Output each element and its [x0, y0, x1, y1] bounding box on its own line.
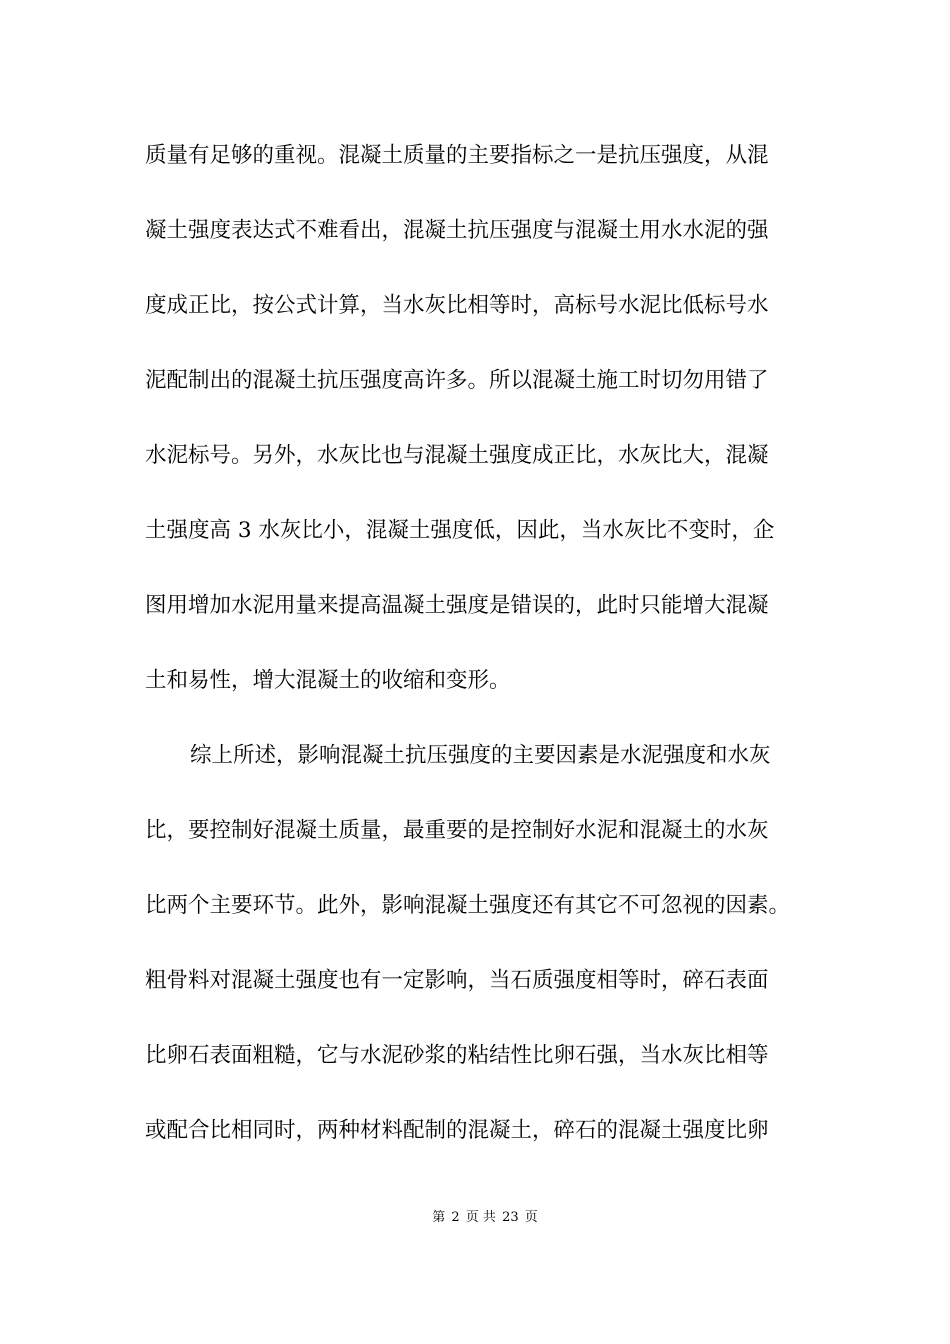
- body-line-1: 质量有足够的重视。混凝土质量的主要指标之一是抗压强度，从混: [145, 143, 769, 168]
- body-line-14: 或配合比相同时，两种材料配制的混凝土，碎石的混凝土强度比卵: [145, 1118, 769, 1143]
- footer-total-pages: 23: [502, 1210, 519, 1225]
- footer-page-number: 2: [451, 1210, 460, 1225]
- footer-middle: 页 共: [465, 1210, 496, 1225]
- body-line-6: 土强度高 3 水灰比小，混凝土强度低，因此，当水灰比不变时，企: [145, 518, 775, 543]
- body-line-11: 比两个主要环节。此外，影响混凝土强度还有其它不可忽视的因素。: [145, 893, 791, 918]
- body-line-5: 水泥标号。另外，水灰比也与混凝土强度成正比，水灰比大，混凝: [145, 443, 769, 468]
- body-line-7: 图用增加水泥用量来提高温凝土强度是错误的，此时只能增大混凝: [145, 593, 769, 618]
- body-line-13: 比卵石表面粗糙，它与水泥砂浆的粘结性比卵石强，当水灰比相等: [145, 1043, 769, 1068]
- body-line-8: 土和易性，增大混凝土的收缩和变形。: [145, 668, 511, 693]
- body-line-2: 凝土强度表达式不难看出，混凝土抗压强度与混凝土用水水泥的强: [145, 218, 769, 243]
- body-line-10: 比，要控制好混凝土质量，最重要的是控制好水泥和混凝土的水灰: [145, 818, 769, 843]
- body-line-12: 粗骨料对混凝土强度也有一定影响，当石质强度相等时，碎石表面: [145, 968, 769, 993]
- body-line-3: 度成正比，按公式计算，当水灰比相等时，高标号水泥比低标号水: [145, 293, 769, 318]
- footer-prefix: 第: [432, 1210, 446, 1225]
- body-line-9-paragraph-start: 综上所述，影响混凝土抗压强度的主要因素是水泥强度和水灰: [190, 743, 771, 768]
- body-line-4: 泥配制出的混凝土抗压强度高许多。所以混凝土施工时切勿用错了: [145, 368, 769, 393]
- page-footer: [0, 1209, 950, 1227]
- footer-suffix: 页: [524, 1210, 538, 1225]
